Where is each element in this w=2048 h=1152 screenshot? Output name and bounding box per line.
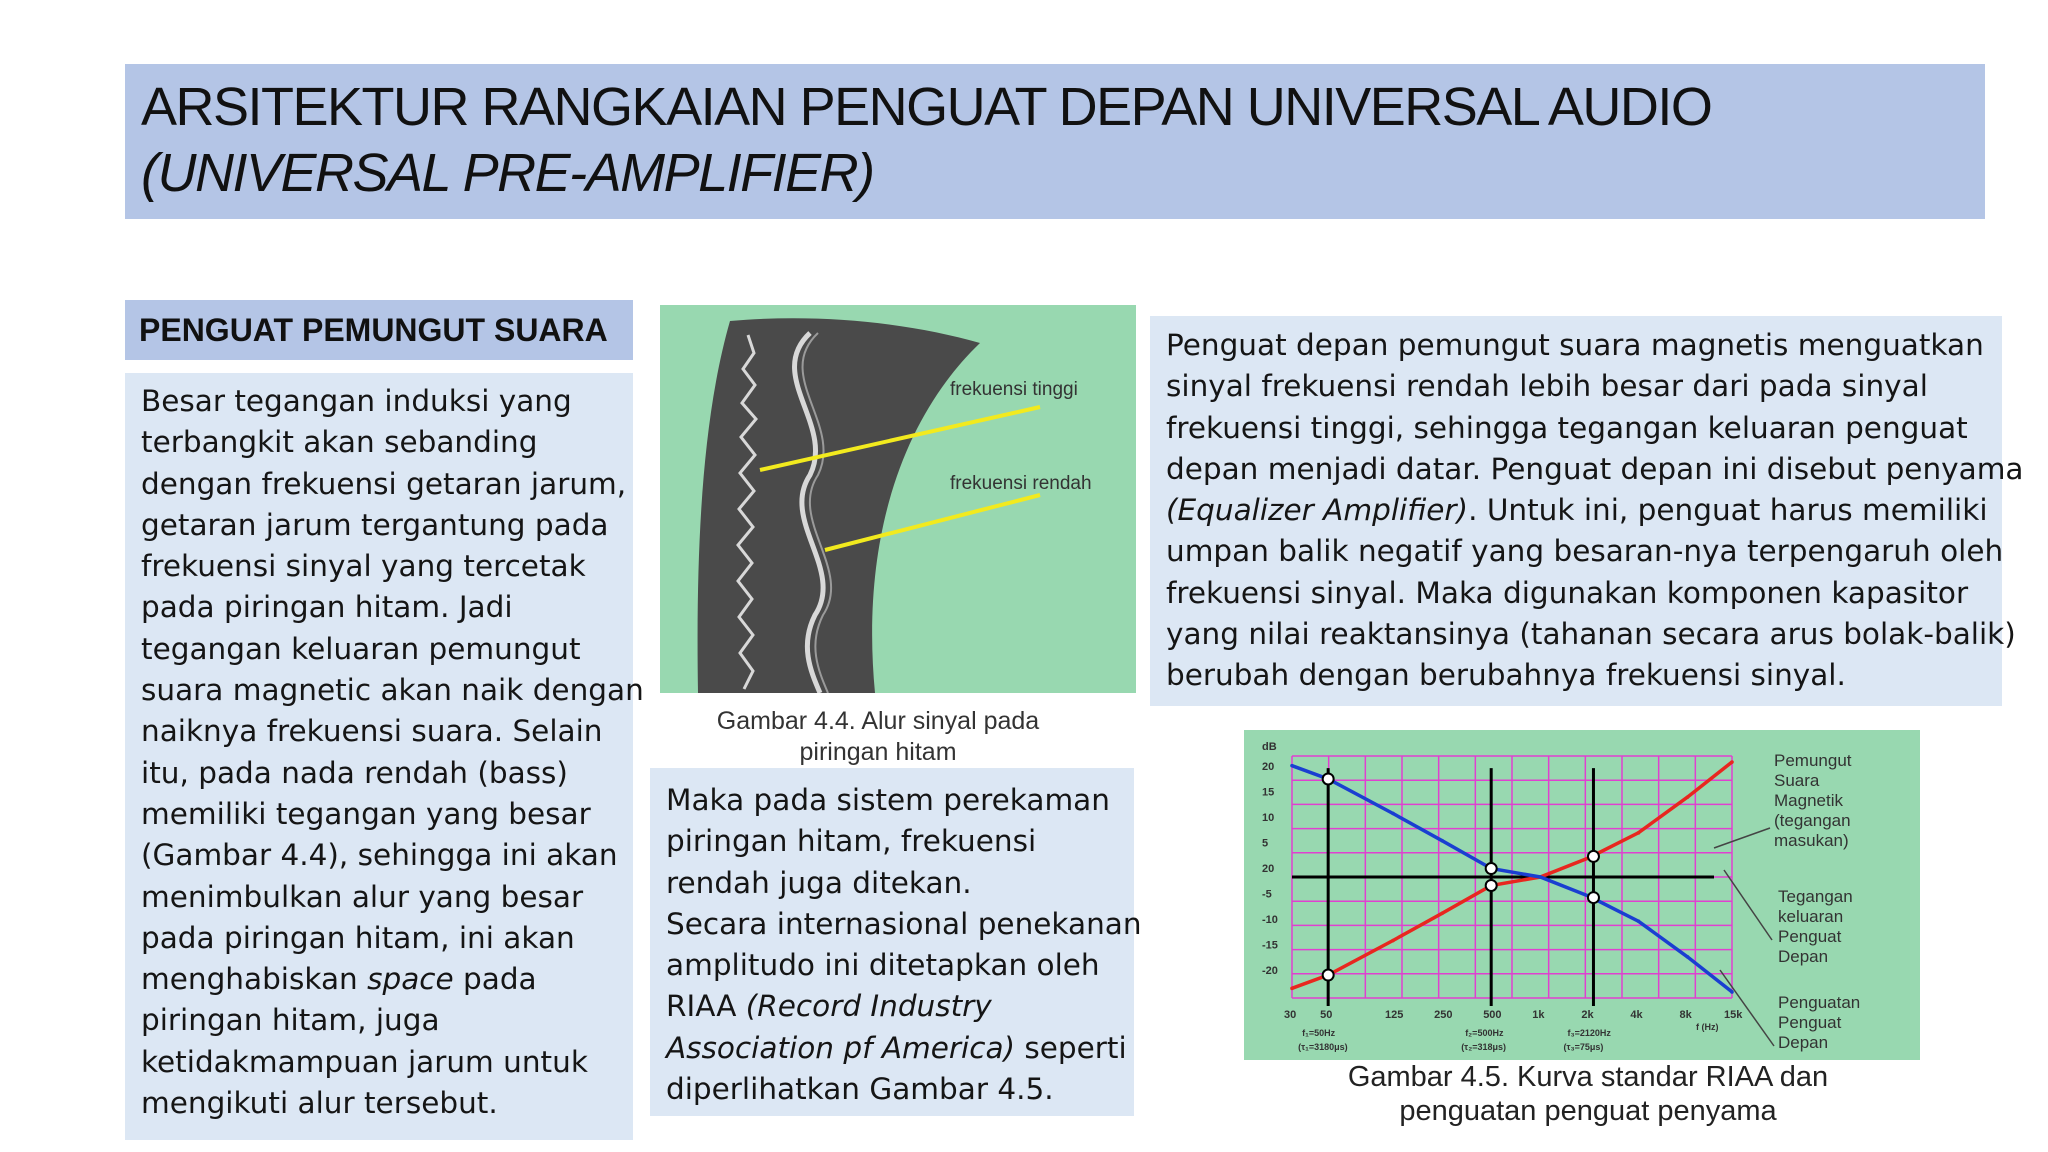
left-line-14: pada piringan hitam, ini akan — [141, 920, 575, 955]
marker-tau-label: (τ₂=318μs) — [1461, 1042, 1506, 1052]
middle-text-panel — [650, 768, 1142, 1116]
legend-gain-line: Depan — [1778, 1033, 1829, 1052]
series-1-point — [1290, 987, 1294, 991]
marker-tau-label: (τ₁=3180μs) — [1298, 1042, 1348, 1052]
left-line-8: suara magnetic akan naik dengan — [141, 673, 644, 708]
marker-frequency-label: f₁=50Hz — [1302, 1028, 1336, 1038]
middle-line-2: piringan hitam, frekuensi — [666, 824, 1037, 859]
marker-circle — [1323, 773, 1334, 784]
left-paragraph — [141, 381, 644, 959]
right-line-b-3: yang nilai reaktansinya (tahanan secara arus bolak-balik) — [1166, 617, 2016, 652]
figure-caption-4-5: Gambar 4.5. Kurva standar RIAA dan penguatan penguat penyama — [1347, 1061, 1829, 1127]
marker-circle — [1323, 970, 1334, 981]
y-tick-label: 10 — [1262, 812, 1275, 824]
left-line-4: getaran jarum tergantung pada — [141, 507, 609, 542]
left-paragraph-end — [141, 1000, 617, 1124]
series-2-point — [1538, 875, 1542, 879]
right-line-b-2: frekuensi sinyal. Maka digunakan komponen kapasitor — [1166, 575, 1969, 610]
right-line-a-3: frekuensi tinggi, sehingga tegangan keluaran penguat — [1166, 410, 1968, 445]
left-line-2: terbangkit akan sebanding — [141, 425, 538, 460]
marker-tau-label: (τ₃=75μs) — [1563, 1042, 1604, 1052]
left-line-13: menimbulkan alur yang besar — [141, 879, 584, 914]
marker-circle — [1588, 851, 1599, 862]
right-line-b-4: berubah dengan berubahnya frekuensi sinyal. — [1166, 658, 1846, 693]
middle-line-5: amplitudo ini ditetapkan oleh — [666, 948, 1100, 983]
middle-line-4: Secara internasional penekanan — [666, 906, 1142, 941]
left-line-5: frekuensi sinyal yang tercetak — [141, 549, 586, 584]
middle-line-3: rendah juga ditekan. — [666, 865, 972, 900]
left-line-end-1: piringan hitam, juga — [141, 1003, 440, 1038]
series-2-point — [1637, 919, 1641, 923]
x-tick-label: 15k — [1724, 1009, 1743, 1021]
title-bar — [125, 64, 1985, 219]
series-2-point — [1686, 955, 1690, 959]
right-paragraph-b — [1166, 531, 2016, 696]
left-line-9: naiknya frekuensi suara. Selain — [141, 714, 603, 749]
legend-input-line: Suara — [1774, 771, 1820, 790]
right-line-a-4: depan menjadi datar. Penguat depan ini disebut penyama — [1166, 451, 2024, 486]
left-line-15: menghabiskan space pada — [141, 962, 537, 997]
figure-caption-4-4: Gambar 4.4. Alur sinyal pada piringan hitam — [716, 707, 1040, 766]
x-tick-label: 4k — [1630, 1009, 1643, 1021]
marker-circle — [1588, 892, 1599, 903]
y-tick-label: 5 — [1262, 837, 1269, 850]
page-subtitle: (UNIVERSAL PRE-AMPLIFIER) — [141, 143, 874, 203]
label-high-frequency: frekuensi tinggi — [950, 379, 1078, 400]
marker-circle — [1486, 863, 1497, 874]
series-1-point — [1440, 912, 1444, 916]
legend-gain-line: Penguat — [1778, 1013, 1842, 1032]
right-text-panel — [1150, 316, 2024, 706]
section-heading: PENGUAT PEMUNGUT SUARA — [125, 300, 633, 360]
x-tick-label: 2k — [1581, 1009, 1594, 1021]
left-line-12: (Gambar 4.4), sehingga ini akan — [141, 838, 618, 873]
x-tick-label: 500 — [1483, 1009, 1502, 1021]
legend-input-line: Magnetik — [1774, 791, 1843, 810]
legend-gain-line: Penguatan — [1778, 993, 1861, 1012]
marker-frequency-label: f₂=500Hz — [1465, 1028, 1504, 1038]
y-tick-label: -20 — [1262, 965, 1278, 977]
series-2-point — [1730, 990, 1734, 994]
legend-output-line: Penguat — [1778, 927, 1842, 946]
x-tick-label: 1k — [1532, 1009, 1545, 1021]
series-2-point — [1391, 812, 1395, 816]
series-1-point — [1730, 760, 1734, 764]
series-1-point — [1637, 831, 1641, 835]
middle-line-6: RIAA (Record Industry — [666, 989, 992, 1024]
left-line-10: itu, pada nada rendah (bass) — [141, 755, 568, 790]
marker-circle — [1486, 880, 1497, 891]
left-line-7: tegangan keluaran pemungut — [141, 631, 581, 666]
left-line-end-2: ketidakmampuan jarum untuk — [141, 1044, 588, 1079]
y-tick-label: 20 — [1262, 863, 1275, 875]
right-line-a-2: sinyal frekuensi rendah lebih besar dari pada sinyal — [1166, 369, 1928, 404]
x-tick-label: 50 — [1320, 1009, 1333, 1021]
x-tick-label: 30 — [1284, 1009, 1297, 1021]
right-line-a-1: Penguat depan pemungut suara magnetis menguatkan — [1166, 328, 1984, 362]
record-groove-figure — [660, 305, 1136, 693]
page-title: ARSITEKTUR RANGKAIAN PENGUAT DEPAN UNIVERSAL AUDIO — [141, 77, 1712, 137]
series-2-point — [1290, 764, 1294, 768]
y-tick-label: -10 — [1262, 914, 1278, 926]
legend-input-line: (tegangan — [1774, 811, 1851, 830]
legend-output-line: Depan — [1778, 947, 1829, 966]
left-text-panel — [125, 373, 644, 1140]
left-line-1: Besar tegangan induksi yang — [141, 384, 572, 418]
middle-line-1: Maka pada sistem perekaman — [666, 783, 1110, 817]
right-paragraph-a — [1166, 325, 2024, 490]
series-1-point — [1686, 795, 1690, 799]
y-unit-label: dB — [1262, 741, 1277, 753]
y-tick-label: -15 — [1262, 939, 1278, 952]
left-line-6: pada piringan hitam. Jadi — [141, 590, 513, 625]
series-2-point — [1440, 839, 1444, 843]
left-line-11: memiliki tegangan yang besar — [141, 796, 591, 831]
middle-line-7: Association pf America) seperti — [666, 1030, 1127, 1065]
right-line-b-1: umpan balik negatif yang besaran-nya terpengaruh oleh — [1166, 534, 2004, 569]
series-1-point — [1391, 939, 1395, 943]
riaa-chart — [1244, 730, 1920, 1060]
legend-output-line: Tegangan — [1778, 887, 1853, 906]
y-tick-label: -5 — [1262, 888, 1272, 901]
middle-line-8: diperlihatkan Gambar 4.5. — [666, 1072, 1054, 1107]
y-tick-label: 20 — [1262, 761, 1275, 773]
y-tick-label: 15 — [1262, 786, 1275, 799]
x-tick-label: 250 — [1434, 1009, 1453, 1021]
right-line-5: (Equalizer Amplifier). Untuk ini, penguat harus memiliki — [1166, 493, 1988, 528]
x-tick-label: 8k — [1679, 1009, 1692, 1021]
middle-paragraph — [666, 780, 1142, 986]
legend-output-line: keluaran — [1778, 907, 1844, 926]
marker-frequency-label: f₃=2120Hz — [1567, 1028, 1611, 1038]
left-line-end-3: mengikuti alur tersebut. — [141, 1086, 498, 1121]
legend-input-line: Pemungut — [1774, 751, 1852, 770]
legend-input-line: masukan) — [1774, 831, 1849, 850]
left-line-3: dengan frekuensi getaran jarum, — [141, 466, 627, 501]
label-low-frequency: frekuensi rendah — [950, 473, 1092, 494]
x-tick-label: 125 — [1385, 1009, 1404, 1021]
x-unit-label: f (Hz) — [1696, 1022, 1719, 1032]
